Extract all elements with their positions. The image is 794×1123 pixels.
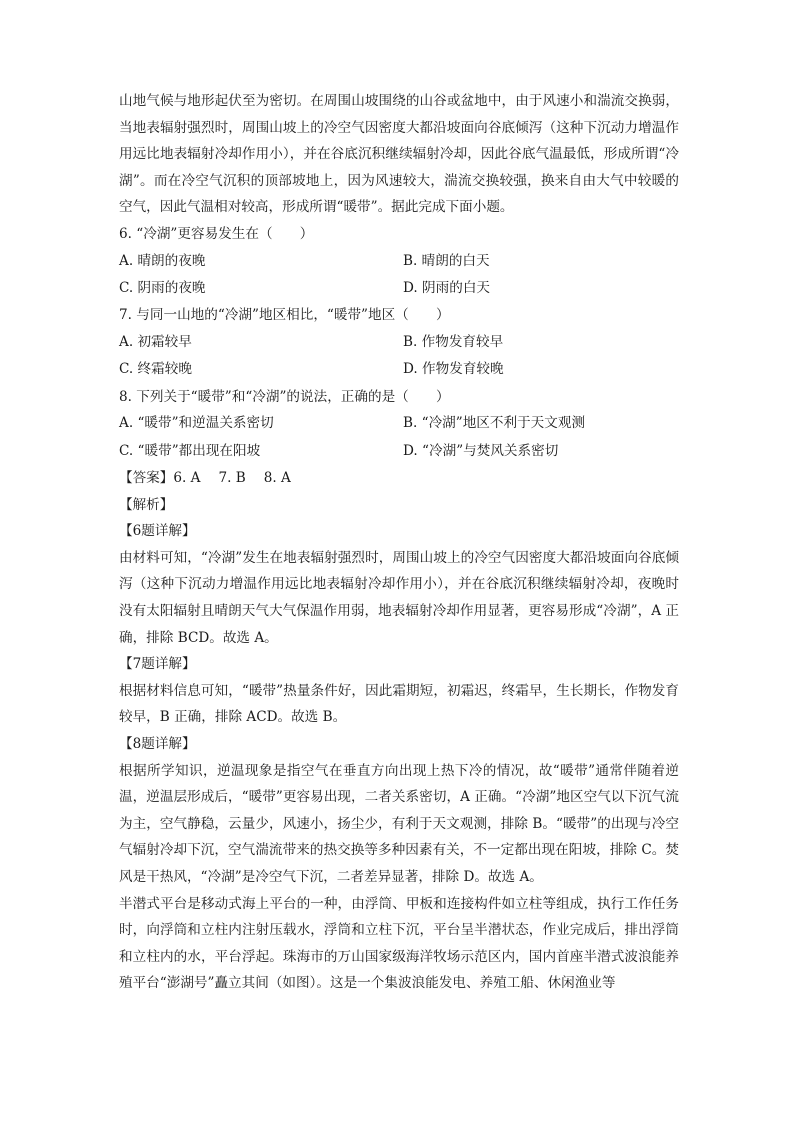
analysis-heading: 【解析】 (119, 496, 174, 513)
option-row (119, 248, 679, 275)
option-row (119, 410, 679, 437)
option-b: B. “冷湖”地区不利于天文观测 (403, 415, 586, 432)
option-a: A. “暖带”和逆温关系密切 (119, 415, 274, 432)
option-row (119, 275, 679, 302)
answer-item: 7. B (218, 470, 246, 487)
detail-heading: 【8题详解】 (119, 736, 196, 753)
option-c: C. 终霜较晚 (119, 361, 192, 378)
option-b: B. 作物发育较早 (403, 333, 504, 350)
question-stem: 6. “冷湖”更容易发生在（ ） (119, 225, 314, 242)
detail-heading: 【7题详解】 (119, 656, 196, 673)
question-stem: 8. 下列关于“暖带”和“冷湖”的说法，正确的是（ ） (119, 388, 450, 405)
detail-text: 根据材料信息可知，“暖带”热量条件好，因此霜期短，初霜迟，终霜早，生长期长，作物发育较早，B 正确，排除 ACD。故选 B。 (119, 682, 679, 726)
next-intro-paragraph: 半潜式平台是移动式海上平台的一种，由浮筒、甲板和连接构件如立柱等组成，执行工作任务时，向浮筒和立柱内注射压载水，浮筒和立柱下沉，平台呈半潜状态，作业完成后，排出浮筒和立柱内的水，平台浮起。珠海市的万山国家级海洋牧场示范区内，国内首座半潜式波浪能养殖平台“澎湖号”矗立其间（如图）。这是一个集波浪能发电、养殖工船、休闲渔业等 (119, 895, 679, 992)
answer-label: 【答案】 (119, 470, 174, 487)
option-d: D. 阴雨的白天 (403, 279, 491, 296)
answer-line (119, 465, 679, 492)
detail-text: 由材料可知，“冷湖”发生在地表辐射强烈时，周围山坡上的冷空气因密度大都沿坡面向谷底倾泻（这种下沉动力增温作用远比地表辐射冷却作用小），并在谷底沉积继续辐射冷却，夜晚时没有太阳辐射且晴朗天气大气保温作用弱，地表辐射冷却作用显著，更容易形成“冷湖”，A 正确，排除 BCD。故选 A。 (119, 549, 679, 646)
option-row (119, 329, 679, 356)
question-7 (119, 302, 679, 383)
intro-paragraph: 山地气候与地形起伏至为密切。在周围山坡围绕的山谷或盆地中，由于风速小和湍流交换弱，当地表辐射强烈时，周围山坡上的冷空气因密度大都沿坡面向谷底倾泻（这种下沉动力增温作用远比地表辐射冷却作用小），并在谷底沉积继续辐射冷却，因此谷底气温最低，形成所谓“冷湖”。而在冷空气沉积的顶部坡地上，因为风速较大，湍流交换较强，换来自由大气中较暖的空气，因此气温相对较高，形成所谓“暖带”。据此完成下面小题。 (119, 93, 679, 216)
option-row (119, 356, 679, 383)
option-c: C. 阴雨的夜晚 (119, 279, 206, 296)
option-d: D. “冷湖”与焚风关系密切 (403, 442, 559, 459)
answer-item: 8. A (263, 470, 291, 487)
answer-item: 6. A (173, 470, 201, 487)
option-row (119, 438, 679, 465)
option-d: D. 作物发育较晚 (403, 361, 504, 378)
option-a: A. 初霜较早 (119, 333, 192, 350)
document-page (119, 88, 679, 997)
detail-heading: 【6题详解】 (119, 523, 196, 540)
question-6 (119, 221, 679, 302)
question-8 (119, 384, 679, 465)
option-c: C. “暖带”都出现在阳坡 (119, 442, 261, 459)
option-a: A. 晴朗的夜晚 (119, 252, 206, 269)
detail-text: 根据所学知识，逆温现象是指空气在垂直方向出现上热下冷的情况，故“暖带”通常伴随着逆温，逆温层形成后，“暖带”更容易出现，二者关系密切，A 正确。“冷湖”地区空气以下沉气流为主，空气静稳，云量少，风速小，扬尘少，有利于天文观测，排除 B。“暖带”的出现与冷空气辐射冷却下沉，空气湍流带来的热交换等多种因素有关，不一定都出现在阳坡，排除 C。焚风是干热风，“冷湖”是冷空气下沉，二者差异显著，排除 D。故选 A。 (119, 762, 679, 885)
question-stem: 7. 与同一山地的“冷湖”地区相比，“暖带”地区（ ） (119, 307, 450, 324)
option-b: B. 晴朗的白天 (403, 252, 490, 269)
